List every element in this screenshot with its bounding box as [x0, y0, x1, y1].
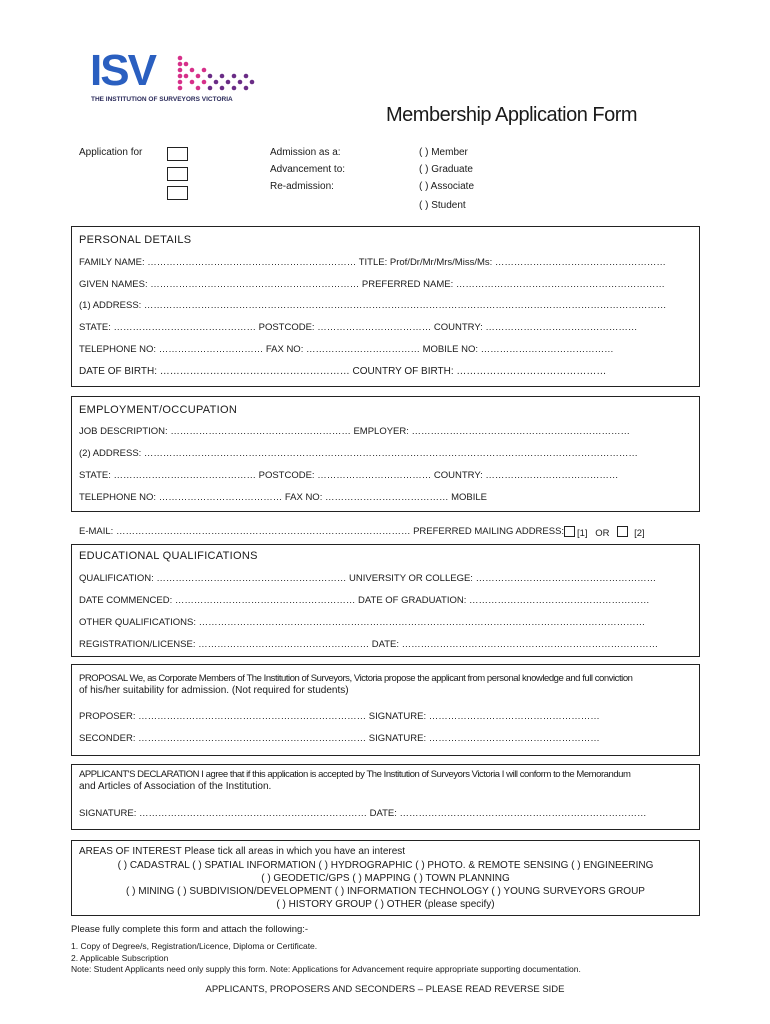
grade-associate[interactable]: ( ) Associate	[419, 181, 475, 192]
grade-member[interactable]: ( ) Member	[419, 147, 468, 158]
interest-row-2[interactable]: ( ) GEODETIC/GPS ( ) MAPPING ( ) TOWN PLANNING	[261, 873, 510, 884]
read-reverse-notice: APPLICANTS, PROPOSERS AND SECONDERS – PLEASE READ REVERSE SIDE	[205, 984, 565, 995]
attachment-item-2: 2. Applicable Subscription	[71, 953, 169, 963]
mailing-address-options	[564, 526, 645, 539]
form-title: Membership Application Form	[386, 104, 638, 126]
admission-checkbox[interactable]	[167, 147, 188, 161]
application-for-label: Application for	[79, 147, 143, 158]
mailing-or-label: OR	[595, 528, 610, 539]
mailing-option-2-label: [2]	[634, 528, 645, 539]
family-name-line[interactable]: FAMILY NAME: ………………………………………………………… TITLE: Prof/Dr/Mr/Mrs/Miss/Ms: ………………………………………………	[79, 257, 666, 268]
interest-row-1[interactable]: ( ) CADASTRAL ( ) SPATIAL INFORMATION ( ) HYDROGRAPHIC ( ) PHOTO. & REMOTE SENSING ( ) ENGINEERING	[117, 860, 654, 871]
job-description-line[interactable]: JOB DESCRIPTION: ………………………………………………… EMPLOYER: ……………………………………………………………	[79, 426, 631, 437]
phone-fax-mobile-1-line[interactable]: TELEPHONE NO: …………………………… FAX NO: ……………………………… MOBILE NO: ……………………………………	[79, 344, 614, 355]
mailing-option-1-checkbox[interactable]	[564, 526, 575, 537]
proposal-text-1: PROPOSAL We, as Corporate Members of The Institution of Surveyors, Victoria propose the applicant from personal knowledge and full conviction	[79, 673, 633, 684]
address-2-line[interactable]: (2) ADDRESS: …………………………………………………………………………………………………………………………………………	[79, 448, 638, 459]
readmission-checkbox[interactable]	[167, 186, 188, 200]
mailing-option-1-label: [1]	[577, 528, 588, 539]
proposal-text-2: of his/her suitability for admission. (Not required for students)	[79, 685, 349, 696]
email-line[interactable]: E-MAIL: ………………………………………………………………………………… PREFERRED MAILING ADDRESS:	[79, 526, 565, 537]
proposer-line[interactable]: PROPOSER: ……………………………………………………………… SIGNATURE: ………………………………………………	[79, 711, 600, 722]
grade-student[interactable]: ( ) Student	[419, 200, 466, 211]
interest-row-3[interactable]: ( ) MINING ( ) SUBDIVISION/DEVELOPMENT ( ) INFORMATION TECHNOLOGY ( ) YOUNG SURVEYORS GROUP	[126, 886, 645, 897]
other-qualifications-line[interactable]: OTHER QUALIFICATIONS: ……………………………………………………………………………………………………………………………	[79, 617, 646, 628]
date-commenced-line[interactable]: DATE COMMENCED: ………………………………………………… DATE OF GRADUATION: …………………………………………………	[79, 595, 650, 606]
declaration-text-1: APPLICANT'S DECLARATION I agree that if this application is accepted by The Institution of Surveyors Victoria I will conform to the Memorandum	[79, 769, 631, 780]
address-1-line[interactable]: (1) ADDRESS: …………………………………………………………………………………………………………………………………………………	[79, 300, 667, 311]
registration-license-line[interactable]: REGISTRATION/LICENSE: ……………………………………………… DATE: ………………………………………………………………………	[79, 639, 659, 650]
interest-heading: AREAS OF INTEREST Please tick all areas in which you have an interest	[79, 846, 406, 857]
interest-row-4[interactable]: ( ) HISTORY GROUP ( ) OTHER (please specify)	[276, 899, 495, 910]
qualification-line[interactable]: QUALIFICATION: …………………………………………………… UNIVERSITY OR COLLEGE: …………………………………………………	[79, 573, 657, 584]
option-readmission: Re-admission:	[270, 181, 334, 192]
education-heading: EDUCATIONAL QUALIFICATIONS	[79, 550, 258, 562]
logo-subtitle: THE INSTITUTION OF SURVEYORS VICTORIA	[91, 96, 233, 103]
phone-fax-mobile-2-line[interactable]: TELEPHONE NO: ………………………………… FAX NO: ………………………………… MOBILE	[79, 492, 488, 503]
isv-logo	[88, 48, 263, 108]
declaration-text-2: and Articles of Association of the Institution.	[79, 781, 272, 792]
seconder-line[interactable]: SECONDER: ……………………………………………………………… SIGNATURE: ………………………………………………	[79, 733, 600, 744]
logo-wordmark: ISV	[90, 46, 155, 95]
student-note: Note: Student Applicants need only supply this form. Note: Applications for Advancement require appropriate supporting documentation.	[71, 964, 581, 974]
option-admission: Admission as a:	[270, 147, 341, 158]
declaration-signature-line[interactable]: SIGNATURE: ……………………………………………………………… DATE: ……………………………………………………………………	[79, 808, 647, 819]
attachment-instruction: Please fully complete this form and attach the following:-	[71, 924, 309, 935]
advancement-checkbox[interactable]	[167, 167, 188, 181]
grade-graduate[interactable]: ( ) Graduate	[419, 164, 473, 175]
employment-heading: EMPLOYMENT/OCCUPATION	[79, 404, 238, 416]
personal-details-heading: PERSONAL DETAILS	[79, 234, 192, 246]
option-advancement: Advancement to:	[270, 164, 346, 175]
mailing-option-2-checkbox[interactable]	[617, 526, 628, 537]
date-of-birth-line[interactable]: DATE OF BIRTH: ………………………………………………… COUNTRY OF BIRTH: ………………………………………	[79, 366, 607, 377]
attachment-item-1: 1. Copy of Degree/s, Registration/Licence, Diploma or Certificate.	[71, 941, 318, 951]
given-names-line[interactable]: GIVEN NAMES: ………………………………………………………… PREFERRED NAME: …………………………………………………………	[79, 279, 665, 290]
state-postcode-country-1-line[interactable]: STATE: ……………………………………… POSTCODE: ……………………………… COUNTRY: …………………………………………	[79, 322, 638, 333]
state-postcode-country-2-line[interactable]: STATE: ……………………………………… POSTCODE: ……………………………… COUNTRY: ……………………………………	[79, 470, 619, 481]
